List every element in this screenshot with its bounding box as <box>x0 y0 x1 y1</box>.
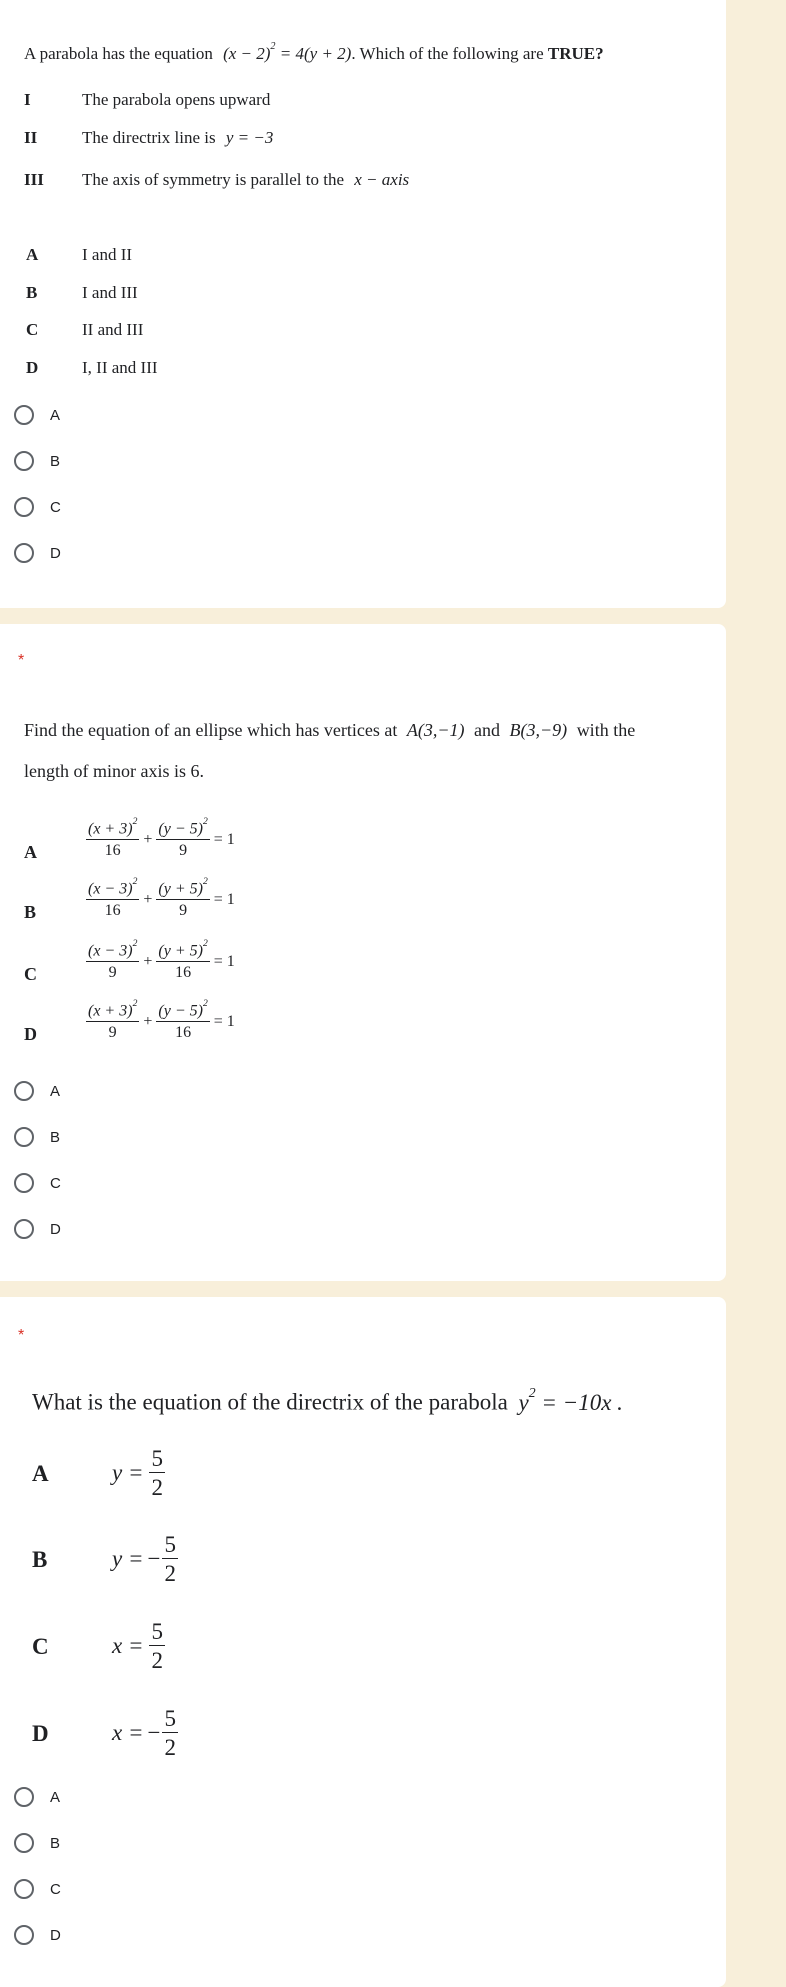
radio-circle-icon[interactable] <box>14 543 34 563</box>
radio-option-d[interactable] <box>14 540 61 566</box>
radio-circle-icon[interactable] <box>14 405 34 425</box>
radio-circle-icon[interactable] <box>14 1925 34 1945</box>
choice-2-letter: B <box>26 283 38 302</box>
choice-3-equation: x = $\frac{5}{2}$ <box>112 1619 163 1673</box>
radio-label: B <box>50 1128 61 1146</box>
radio-circle-icon[interactable] <box>14 1787 34 1807</box>
radio-option-a[interactable] <box>14 1078 60 1104</box>
statement-1-text: The parabola opens upward <box>82 90 271 109</box>
required-mark: * <box>18 1327 25 1344</box>
required-mark: * <box>18 652 25 669</box>
radio-option-b[interactable] <box>14 1830 60 1856</box>
radio-circle-icon[interactable] <box>14 1173 34 1193</box>
question-1-prompt-after: . Which of the following are <box>351 44 544 63</box>
radio-circle-icon[interactable] <box>14 451 34 471</box>
statement-2-math: y = −3 <box>225 128 274 147</box>
radio-option-a[interactable] <box>14 402 60 428</box>
statement-3-roman: III <box>24 170 44 189</box>
radio-option-d[interactable] <box>14 1922 61 1948</box>
choice-1-equation: y = $\frac{5}{2}$ <box>112 1446 163 1500</box>
question-1-equation: $(x - 2)^2 = 4(y + 2)$ <box>223 41 352 63</box>
choice-3-equation: $\frac{(x - 3)^2}{9}$ + $\frac{(y + 5)^2}{16}$ = 1 <box>88 938 235 982</box>
radio-label: B <box>50 1834 61 1852</box>
statement-3-math: x − axis <box>354 170 410 189</box>
choice-3-letter: C <box>26 320 39 339</box>
choice-4-text: I, II and III <box>82 358 158 377</box>
radio-circle-icon[interactable] <box>14 1879 34 1899</box>
radio-label: A <box>50 1788 61 1806</box>
question-1-true-word: TRUE? <box>547 44 604 63</box>
question-2-prompt-line-2: length of minor axis is 6. <box>24 761 204 781</box>
question-card-2 <box>0 624 726 1281</box>
radio-circle-icon[interactable] <box>14 1127 34 1147</box>
radio-label: A <box>50 406 61 424</box>
radio-circle-icon[interactable] <box>14 1081 34 1101</box>
radio-label: D <box>50 1220 61 1238</box>
choice-3-letter: C <box>24 964 37 984</box>
choice-4-letter: D <box>26 358 39 377</box>
question-1-prompt-text: A parabola has the equation <box>24 44 213 63</box>
radio-option-b[interactable] <box>14 1124 60 1150</box>
radio-circle-icon[interactable] <box>14 1833 34 1853</box>
statement-2-text: The directrix line is y = −3 <box>82 128 274 147</box>
question-1-prompt <box>24 41 604 64</box>
choice-1-equation: $\frac{(x + 3)^2}{16}$ + $\frac{(y - 5)^2}{9}$ = 1 <box>88 816 235 860</box>
radio-label: D <box>50 1926 61 1944</box>
radio-circle-icon[interactable] <box>14 1219 34 1239</box>
choice-1-letter: A <box>26 245 39 264</box>
radio-label: C <box>50 498 61 516</box>
statement-1-roman: I <box>24 90 31 109</box>
radio-circle-icon[interactable] <box>14 497 34 517</box>
choice-1-text: I and II <box>82 245 133 264</box>
radio-option-c[interactable] <box>14 1170 61 1196</box>
question-3-equation: $y^2 = -10x$ . <box>518 1384 623 1415</box>
radio-label: C <box>50 1880 61 1898</box>
choice-4-equation: x = − $\frac{5}{2}$ <box>112 1706 176 1760</box>
choice-2-letter: B <box>32 1547 48 1572</box>
choice-2-equation: y = − $\frac{5}{2}$ <box>112 1532 176 1586</box>
choice-1-letter: A <box>24 842 37 862</box>
choice-2-letter: B <box>24 902 37 922</box>
radio-label: B <box>50 452 61 470</box>
choice-4-letter: D <box>32 1721 49 1746</box>
radio-label: A <box>50 1082 61 1100</box>
question-3-prompt: What is the equation of the directrix of the parabola $y^2 = -10x$ . <box>32 1384 623 1415</box>
question-card-3 <box>0 1297 726 1987</box>
radio-option-d[interactable] <box>14 1216 61 1242</box>
vertex-b: B(3,−9) <box>509 720 568 740</box>
radio-label: D <box>50 544 61 562</box>
radio-option-c[interactable] <box>14 494 61 520</box>
choice-4-equation: $\frac{(x + 3)^2}{9}$ + $\frac{(y - 5)^2}{16}$ = 1 <box>88 998 235 1042</box>
radio-option-a[interactable] <box>14 1784 60 1810</box>
radio-label: C <box>50 1174 61 1192</box>
radio-option-b[interactable] <box>14 448 60 474</box>
radio-option-c[interactable] <box>14 1876 61 1902</box>
question-card-1 <box>0 0 726 608</box>
statement-2-roman: II <box>24 128 38 147</box>
choice-3-text: II and III <box>82 320 144 339</box>
choice-2-text: I and III <box>82 283 138 302</box>
choice-3-letter: C <box>32 1634 49 1659</box>
choice-1-letter: A <box>32 1461 49 1486</box>
choice-4-letter: D <box>24 1024 37 1044</box>
vertex-a: A(3,−1) <box>406 720 465 740</box>
question-2-prompt-line-1: Find the equation of an ellipse which has vertices at A(3,−1) and B(3,−9) with the <box>24 720 636 740</box>
choice-2-equation: $\frac{(x - 3)^2}{16}$ + $\frac{(y + 5)^2}{9}$ = 1 <box>88 876 235 920</box>
statement-3-text: The axis of symmetry is parallel to the x − axis <box>82 170 410 189</box>
